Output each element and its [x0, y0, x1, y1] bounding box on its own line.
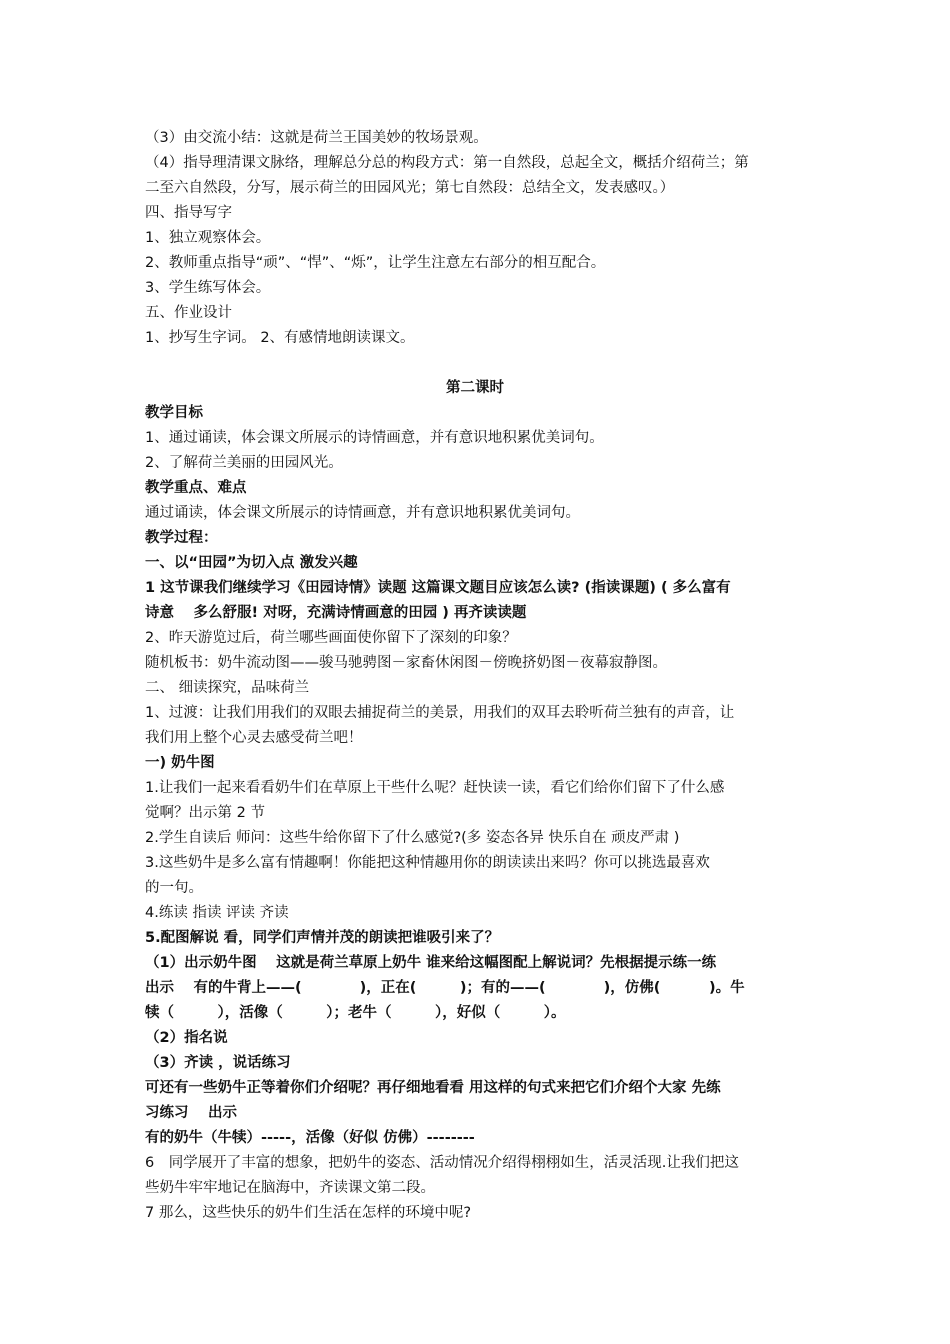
text-line: 犊（ ），活像（ ）；老牛（ ），好似（ ）。: [145, 1005, 566, 1021]
text-line: 4.练读 指读 评读 齐读: [145, 905, 289, 921]
section-heading: 四、指导写字: [145, 205, 232, 221]
text-line: （3）由交流小结：这就是荷兰王国美妙的牧场景观。: [145, 130, 488, 146]
section-heading: 教学目标: [145, 405, 203, 421]
text-line: 的一句。: [145, 880, 203, 896]
text-line: 出示 有的牛背上——( )，正在( )；有的——( )，仿佛( )。牛: [145, 980, 745, 996]
section-heading: 一) 奶牛图: [145, 755, 215, 771]
section-heading: 五、作业设计: [145, 305, 232, 321]
text-line: 5.配图解说 看，同学们声情并茂的朗读把谁吸引来了？: [145, 930, 500, 946]
text-line: 通过诵读，体会课文所展示的诗情画意，并有意识地积累优美词句。: [145, 505, 580, 521]
text-line: 习练习 出示: [145, 1105, 238, 1121]
text-line: 3.这些奶牛是多么富有情趣啊！你能把这种情趣用你的朗读读出来吗？你可以挑选最喜欢: [145, 855, 710, 871]
section-heading: 教学重点、难点: [145, 480, 247, 496]
text-line: 7 那么，这些快乐的奶牛们生活在怎样的环境中呢?: [145, 1205, 472, 1221]
text-line: 1、通过诵读，体会课文所展示的诗情画意，并有意识地积累优美词句。: [145, 430, 604, 446]
text-line: 2.学生自读后 师问：这些牛给你留下了什么感觉?(多 姿态各异 快乐自在 顽皮严肃 ): [145, 830, 680, 846]
text-line: 二至六自然段，分写，展示荷兰的田园风光；第七自然段：总结全文，发表感叹。）: [145, 180, 675, 196]
section-heading: 一、以“田园”为切入点 激发兴趣: [145, 555, 358, 571]
text-line: 2、昨天游览过后，荷兰哪些画面使你留下了深刻的印象？: [145, 630, 517, 646]
text-line: 2、教师重点指导“顽”、“悍”、“烁”，让学生注意左右部分的相互配合。: [145, 255, 606, 271]
text-line: 1、过渡：让我们用我们的双眼去捕捉荷兰的美景，用我们的双耳去聆听荷兰独有的声音，让: [145, 705, 735, 721]
text-line: 有的奶牛（牛犊）-----，活像（好似 仿佛）--------: [145, 1130, 475, 1146]
text-line: 1 这节课我们继续学习《田园诗情》读题 这篇课文题目应该怎么读? (指读课题) ( 多么富有: [145, 580, 731, 596]
text-line: （4）指导理清课文脉络，理解总分总的构段方式：第一自然段，总起全文，概括介绍荷兰；第: [145, 155, 749, 171]
text-line: 2、了解荷兰美丽的田园风光。: [145, 455, 343, 471]
text-line: 3、学生练写体会。: [145, 280, 271, 296]
section-heading: 二、 细读探究，品味荷兰: [145, 680, 310, 696]
text-line: 1、抄写生字词。 2、有感情地朗读课文。: [145, 330, 415, 346]
text-line: （1）出示奶牛图 这就是荷兰草原上奶牛 谁来给这幅图配上解说词？先根据提示练一练: [145, 955, 717, 971]
text-line: 1.让我们一起来看看奶牛们在草原上干些什么呢？赶快读一读，看它们给你们留下了什么感: [145, 780, 725, 796]
text-line: （2）指名说: [145, 1030, 228, 1046]
text-line: 6 同学展开了丰富的想象，把奶牛的姿态、活动情况介绍得栩栩如生，活灵活现.让我们把这: [145, 1155, 739, 1171]
text-line: 诗意 多么舒服! 对呀，充满诗情画意的田园 ) 再齐读读题: [145, 605, 527, 621]
text-line: 1、独立观察体会。: [145, 230, 271, 246]
lesson-title: 第二课时: [446, 380, 504, 396]
section-heading: 教学过程：: [145, 530, 218, 546]
text-line: 觉啊？出示第 2 节: [145, 805, 265, 821]
text-line: 我们用上整个心灵去感受荷兰吧！: [145, 730, 363, 746]
text-line: 随机板书：奶牛流动图——骏马驰骋图－家畜休闲图－傍晚挤奶图－夜幕寂静图。: [145, 655, 667, 671]
text-line: 些奶牛牢牢地记在脑海中，齐读课文第二段。: [145, 1180, 435, 1196]
text-line: 可还有一些奶牛正等着你们介绍呢？再仔细地看看 用这样的句式来把它们介绍个大家 先练: [145, 1080, 721, 1096]
text-line: （3）齐读 ，说话练习: [145, 1055, 291, 1071]
